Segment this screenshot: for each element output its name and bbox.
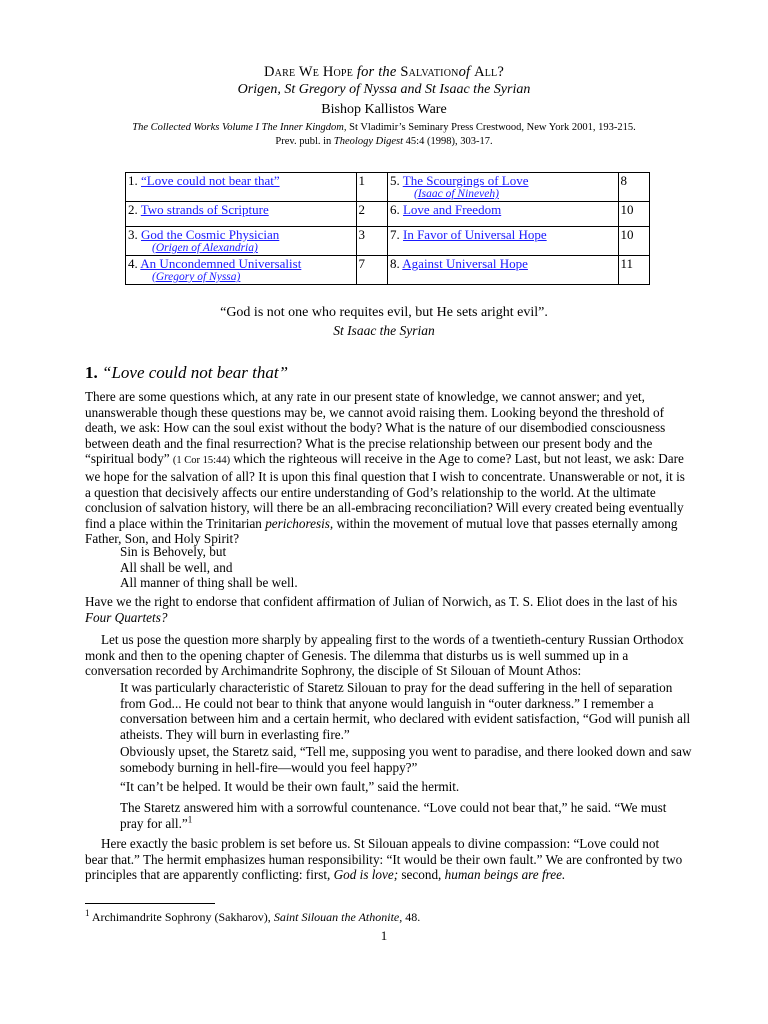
- paragraph-3: Let us pose the question more sharply by appealing first to the words of a twentieth-century Russian Orthodox monk and then to the opening chapter of Genesis. The dilemma that disturbs us is well summed up in a conversation recorded by Archimandrite Sophrony, the disciple of St Silouan of Mount Athos:: [85, 632, 684, 679]
- poem-line: All manner of thing shall be well.: [120, 575, 298, 591]
- emphasis-text: human beings are free.: [444, 867, 566, 883]
- footnote-reference[interactable]: 1: [187, 814, 193, 825]
- toc-row: [126, 202, 650, 227]
- footnote-divider: [85, 903, 215, 904]
- emphasis-title: Four Quartets?: [85, 609, 168, 625]
- toc-entry: [126, 202, 357, 227]
- document-title: [0, 64, 768, 81]
- toc-entry: [387, 227, 618, 256]
- title-part: Salvation: [400, 64, 459, 80]
- poem-line: Sin is Behovely, but: [120, 544, 227, 559]
- paragraph-text: second,: [401, 867, 442, 883]
- emphasis-term: perichoresis,: [265, 515, 334, 531]
- toc-page-number: 11: [618, 256, 650, 285]
- toc-page-number: 3: [356, 227, 387, 256]
- paragraph-text: within the movement of mutual love that passes eternally among Father, Son, and Holy Spirit?: [85, 515, 678, 547]
- toc-entry-link[interactable]: The Scourgings of Love: [402, 173, 529, 188]
- previous-publication-line: [0, 136, 768, 147]
- toc-entry-number: 6.: [389, 202, 400, 217]
- poem-quote: [120, 544, 298, 591]
- toc-page-number: 10: [618, 202, 650, 227]
- footnote-mark: 1: [85, 908, 90, 918]
- toc-entry-number: 2.: [128, 202, 138, 217]
- footnote-title: Saint Silouan the Athonite,: [273, 910, 403, 924]
- toc-entry-link[interactable]: Two strands of Scripture: [140, 202, 269, 217]
- block-quote-1: It was particularly characteristic of Staretz Silouan to pray for the dead suffering in the hell of separation from God... He could not bear to think that anyone would languish in “outer darkness.” I remember a conversation between him and a certain hermit, who declared with evident satisfaction, “God will punish all atheists. They will burn in everlasting fire.”: [120, 680, 691, 742]
- footnote: [85, 910, 420, 925]
- toc-entry-link[interactable]: In Favor of Universal Hope: [402, 227, 547, 242]
- document-subtitle: Origen, St Gregory of Nyssa and St Isaac the Syrian: [237, 82, 531, 97]
- scripture-reference: (1 Cor 15:44): [172, 455, 231, 467]
- epigraph-author: St Isaac the Syrian: [333, 323, 435, 338]
- toc-entry-link[interactable]: “Love could not bear that”: [141, 173, 280, 188]
- toc-entry: [387, 256, 618, 285]
- citation-line: [0, 122, 768, 133]
- paragraph-text: which the righteous will receive in the Age to come? Last, but not least, we ask: Dare we hope for the salvation of all? It is upon this final question that I wish to concentrate. Unanswerable or not, it is a question that decisively affects our entire understanding of God’s relationship to the world. At the ultimate conclusion of salvation history, will there be an all-embracing reconciliation? Will every created being eventually find a place within the Trinitarian: [85, 451, 685, 531]
- title-part: All?: [474, 64, 505, 80]
- section-title: “Love could not bear that”: [102, 363, 289, 382]
- toc-entry-link[interactable]: Love and Freedom: [402, 202, 502, 217]
- toc-page-number: 1: [356, 173, 387, 202]
- toc-entry-link[interactable]: An Uncondemned Universalist: [140, 256, 302, 271]
- block-quote-4: [120, 800, 692, 831]
- table-of-contents: [125, 172, 650, 285]
- paragraph-1: [85, 389, 685, 547]
- toc-page-number: 7: [356, 256, 387, 285]
- toc-entry: [387, 202, 618, 227]
- toc-entry-number: 8.: [389, 256, 400, 271]
- epigraph-quote: “God is not one who requites evil, but He sets aright evil”.: [220, 305, 548, 320]
- quote-text: The Staretz answered him with a sorrowful countenance. “Love could not bear that,” he said. “We must pray for all.”: [120, 800, 667, 831]
- section-number: 1.: [85, 363, 98, 382]
- document-author: Bishop Kallistos Ware: [321, 102, 447, 117]
- emphasis-text: God is love;: [333, 867, 399, 883]
- toc-entry-number: 4.: [128, 256, 138, 271]
- toc-entry: [387, 173, 618, 202]
- paragraph-text: Have we the right to endorse that confident affirmation of Julian of Norwich, as T. S. Eliot does in the last of his: [85, 594, 678, 609]
- toc-entry-sublink[interactable]: (Origen of Alexandria): [152, 242, 258, 254]
- block-quote-3: “It can’t be helped. It would be their own fault,” said the hermit.: [120, 779, 460, 794]
- toc-entry-link[interactable]: God the Cosmic Physician: [141, 227, 280, 242]
- footnote-text: 48.: [405, 910, 421, 924]
- toc-entry: [126, 173, 357, 202]
- toc-entry-sublink[interactable]: (Gregory of Nyssa): [152, 271, 241, 283]
- poem-line: All shall be well, and: [120, 559, 233, 575]
- toc-page-number: 2: [356, 202, 387, 227]
- title-part: for the: [356, 64, 397, 80]
- toc-entry-number: 3.: [128, 227, 138, 242]
- toc-entry-sublink[interactable]: (Isaac of Nineveh): [413, 188, 499, 200]
- section-heading: [85, 363, 288, 383]
- prevpub-journal: Theology Digest: [333, 136, 404, 147]
- title-part: Dare We Hope: [263, 64, 354, 80]
- paragraph-text: There are some questions which, at any rate in our present state of knowledge, we cannot answer; and yet, unanswerable though these questions may be, we cannot avoid raising them. Looking beyond the threshold of death, we ask: How can the soul exist without the body? What is the nature of our disembodied consciousness between death and the final resurrection? What is the precise relationship between our present body and the “spiritual body”: [85, 389, 666, 467]
- toc-page-number: 10: [618, 227, 650, 256]
- toc-entry-number: 1.: [128, 173, 138, 188]
- citation-work: The Collected Works Volume I The Inner Kingdom,: [132, 122, 347, 133]
- paragraph-text: Here exactly the basic problem is set before us. St Silouan appeals to divine compassion: “Love could not bear that.” The hermit emphasizes human responsibility: “It would be their own fault.” We are confronted by two principles that are apparently conflicting: first,: [85, 836, 683, 883]
- page-number: 1: [380, 928, 388, 943]
- citation-publisher: St Vladimir’s Seminary Press Crestwood, New York 2001, 193-215.: [349, 122, 636, 133]
- title-part: of: [458, 64, 471, 80]
- block-quote-2: Obviously upset, the Staretz said, “Tell me, supposing you went to paradise, and there looked down and saw somebody burning in hell-fire—would you feel happy?”: [120, 744, 692, 775]
- toc-entry-link[interactable]: Against Universal Hope: [402, 256, 528, 271]
- toc-entry-number: 5.: [389, 173, 400, 188]
- footnote-text: Archimandrite Sophrony (Sakharov),: [91, 910, 271, 924]
- prevpub-prefix: Prev. publ. in: [275, 136, 332, 147]
- toc-entry: [126, 256, 357, 285]
- toc-row: [126, 256, 650, 285]
- toc-entry: [126, 227, 357, 256]
- toc-row: [126, 227, 650, 256]
- toc-entry-number: 7.: [389, 227, 400, 242]
- toc-page-number: 8: [618, 173, 650, 202]
- paragraph-4: [85, 836, 685, 883]
- prevpub-details: 45:4 (1998), 303-17.: [405, 136, 493, 147]
- toc-row: [126, 173, 650, 202]
- paragraph-2: [85, 594, 685, 625]
